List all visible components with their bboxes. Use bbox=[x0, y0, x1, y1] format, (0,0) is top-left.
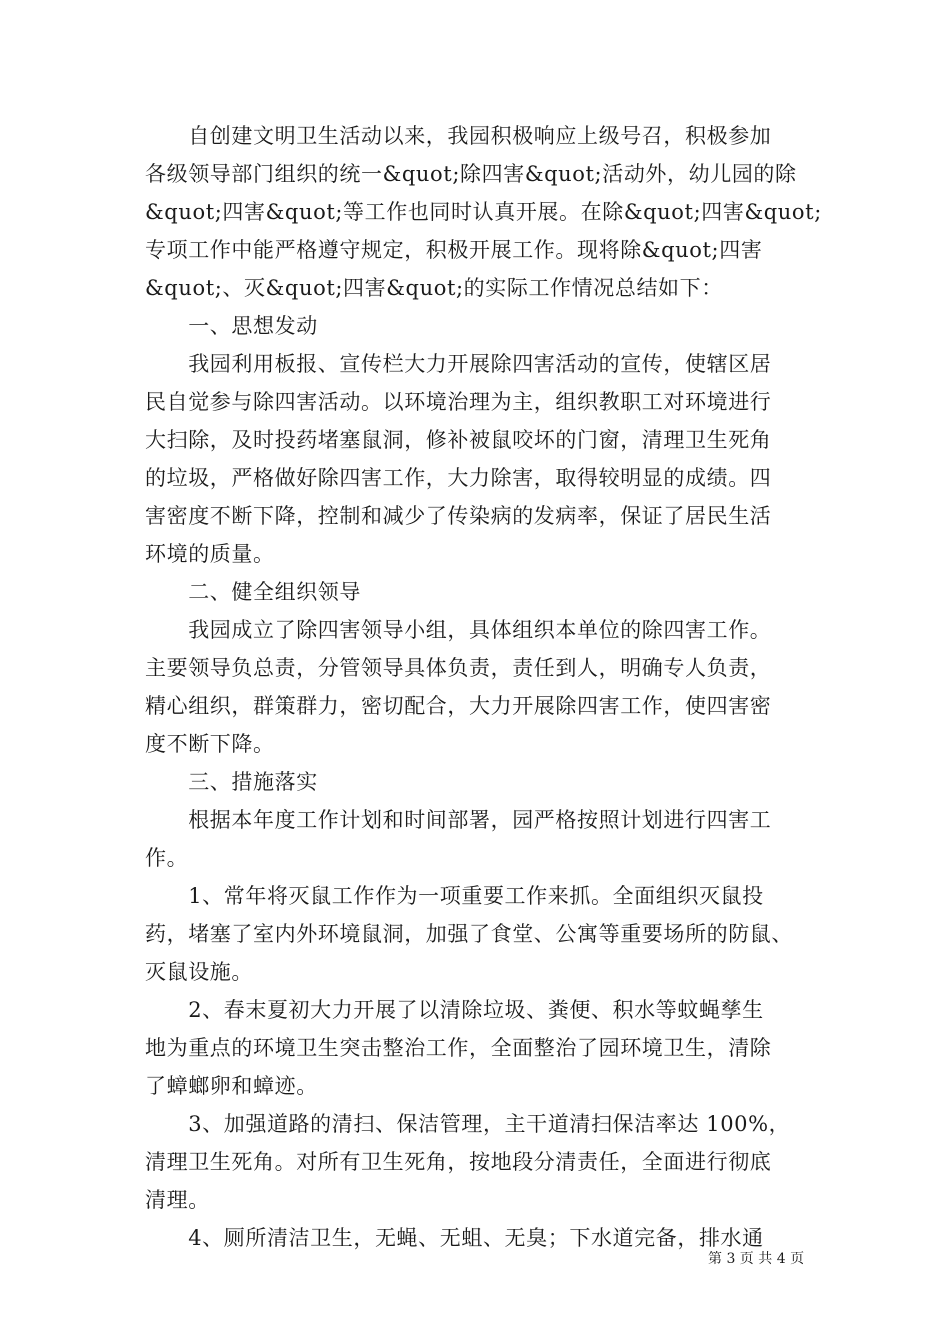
paragraph-line: 3、加强道路的清扫、保洁管理，主干道清扫保洁率达 100%， bbox=[145, 1112, 791, 1136]
paragraph-line: 专项工作中能严格遵守规定，积极开展工作。现将除&quot;四害 bbox=[145, 238, 763, 262]
paragraph-line: 自创建文明卫生活动以来，我园积极响应上级号召，积极参加 bbox=[145, 124, 772, 148]
paragraph-line: 精心组织，群策群力，密切配合，大力开展除四害工作，使四害密 bbox=[145, 694, 772, 718]
paragraph-line: 2、春末夏初大力开展了以清除垃圾、粪便、积水等蚊蝇孳生 bbox=[145, 998, 764, 1022]
paragraph-line: 4、厕所清洁卫生，无蝇、无蛆、无臭；下水道完备，排水通 bbox=[145, 1226, 764, 1250]
section-heading: 一、思想发动 bbox=[145, 314, 318, 338]
paragraph-line: 的垃圾，严格做好除四害工作，大力除害，取得较明显的成绩。四 bbox=[145, 466, 772, 490]
paragraph-line: 各级领导部门组织的统一&quot;除四害&quot;活动外，幼儿园的除 bbox=[145, 162, 797, 186]
paragraph-line: 清理卫生死角。对所有卫生死角，按地段分清责任，全面进行彻底 bbox=[145, 1150, 772, 1174]
paragraph-line: 1、常年将灭鼠工作作为一项重要工作来抓。全面组织灭鼠投 bbox=[145, 884, 764, 908]
page-number-footer: 第 3 页 共 4 页 bbox=[708, 1251, 805, 1267]
paragraph-line: 民自觉参与除四害活动。以环境治理为主，组织教职工对环境进行 bbox=[145, 390, 772, 414]
section-heading: 二、健全组织领导 bbox=[145, 580, 361, 604]
paragraph-line: &quot;、灭&quot;四害&quot;的实际工作情况总结如下： bbox=[145, 276, 723, 300]
paragraph-line: 主要领导负总责，分管领导具体负责，责任到人，明确专人负责， bbox=[145, 656, 772, 680]
paragraph-line: 药，堵塞了室内外环境鼠洞，加强了食堂、公寓等重要场所的防鼠、 bbox=[145, 922, 793, 946]
paragraph-line: 作。 bbox=[145, 846, 189, 870]
paragraph-line: 害密度不断下降，控制和减少了传染病的发病率，保证了居民生活 bbox=[145, 504, 772, 528]
section-heading: 三、措施落实 bbox=[145, 770, 318, 794]
paragraph-line: 我园成立了除四害领导小组，具体组织本单位的除四害工作。 bbox=[145, 618, 772, 642]
paragraph-line: 灭鼠设施。 bbox=[145, 960, 253, 984]
paragraph-line: 根据本年度工作计划和时间部署，园严格按照计划进行四害工 bbox=[145, 808, 772, 832]
paragraph-line: 我园利用板报、宣传栏大力开展除四害活动的宣传，使辖区居 bbox=[145, 352, 772, 376]
paragraph-line: &quot;四害&quot;等工作也同时认真开展。在除&quot;四害&quot; bbox=[145, 200, 822, 224]
paragraph-line: 度不断下降。 bbox=[145, 732, 275, 756]
paragraph-line: 清理。 bbox=[145, 1188, 210, 1212]
paragraph-line: 大扫除，及时投药堵塞鼠洞，修补被鼠咬坏的门窗，清理卫生死角 bbox=[145, 428, 772, 452]
paragraph-line: 地为重点的环境卫生突击整治工作，全面整治了园环境卫生，清除 bbox=[145, 1036, 772, 1060]
paragraph-line: 环境的质量。 bbox=[145, 542, 275, 566]
paragraph-line: 了蟑螂卵和蟑迹。 bbox=[145, 1074, 318, 1098]
